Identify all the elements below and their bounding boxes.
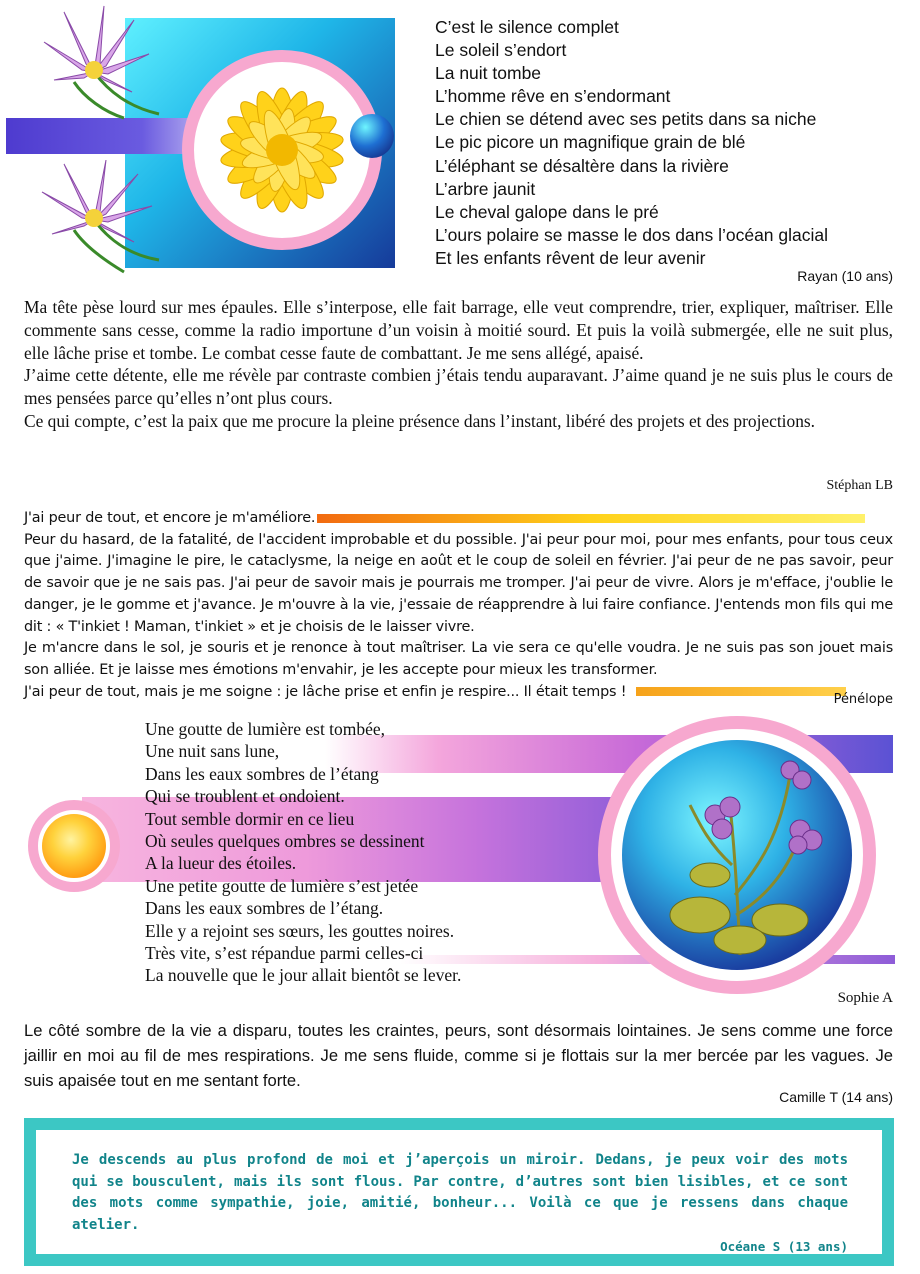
orange-sun [42,814,106,878]
poem-line: Où seules quelques ombres se dessinent [145,831,425,852]
lotus-flower-icon [34,2,164,120]
poem-sophie [145,718,585,987]
poem-line: Une nuit sans lune, [145,741,280,762]
author-sophie: Sophie A [837,990,893,1006]
text-penelope [24,508,893,703]
poem-line: La nouvelle que le jour allait bientôt se lever. [145,965,462,986]
poem-line: A la lueur des étoiles. [145,853,297,874]
poem-line: Dans les eaux sombres de l’étang. [145,898,384,919]
author-rayan: Rayan (10 ans) [797,268,893,284]
poem-line: L’ours polaire se masse le dos dans l’océan glacial [435,224,829,245]
author-camille: Camille T (14 ans) [779,1089,893,1105]
last-line: J'ai peur de tout, mais je me soigne : je lâche prise et enfin je respire... Il était temps ! [24,683,627,700]
first-line: J'ai peur de tout, et encore je m'améliore. [24,510,316,526]
poem-line: La nuit tombe [435,63,542,84]
poem-line: Elle y a rejoint ses sœurs, les gouttes noires. [145,920,455,941]
paragraph: Je descends au plus profond de moi et j’aperçois un miroir. Dedans, je peux voir des mots qui se bousculent, mais ils sont flous. Par contre, d’autres sont bien lisibles, et ce sont des mots comme sympathie, joie, amitié, bonheur... Voilà ce que je ressens dans chaque atelier. [72,1152,848,1233]
lotus-flower-icon [34,160,164,278]
paragraph: Je m'ancre dans le sol, je souris et je renonce à tout maîtriser. La vie sera ce qu'elle voudra. Je ne suis pas son jouet mais son alliée. Et je laisse mes émotions m'envahir, je les accepte pour mieux les transformer. [24,640,893,678]
poem-line: Le chien se détend avec ses petits dans sa niche [435,109,817,130]
poem-line: Dans les eaux sombres de l’étang [145,763,379,784]
paragraph: Ce qui compte, c’est la paix que me procure la pleine présence dans l’instant, libéré des projets et des projections. [24,410,816,431]
poem-line: Le pic picore un magnifique grain de blé [435,132,746,153]
poem-line: Très vite, s’est répandue parmi celles-ci [145,943,424,964]
text-camille: Le côté sombre de la vie a disparu, toutes les craintes, peurs, sont désormais lointaines. Je sens comme une force jaillir en moi au fil de mes respirations. Je me sens fluide, comme si je flottais sur la mer bercée par les vagues. Je suis apaisée tout en me sentant forte. [24,1021,893,1090]
text-oceane [72,1150,848,1258]
poem-line: Qui se troublent et ondoient. [145,786,345,807]
text-stephan [24,296,893,433]
poem-line: L’éléphant se désaltère dans la rivière [435,155,729,176]
author-penelope: Pénélope [833,692,893,707]
author-stephan: Stéphan LB [826,478,893,493]
poem-line: Tout semble dormir en ce lieu [145,808,355,829]
violet-flower-icon [640,745,840,965]
yellow-flower-icon [200,68,364,232]
poem-line: Une goutte de lumière est tombée, [145,719,386,739]
paragraph: Peur du hasard, de la fatalité, de l'accident improbable et du possible. J'ai peur pour moi, pour mes enfants, pour tous ceux que j'aime. J'imagine le pire, le cataclysme, la neige en août et le coup de soleil en février. J'ai peur de ne pas savoir, peur de savoir que je ne sais pas. J'ai peur de savoir mais je pourrais me tromper. J'ai peur de vivre. Alors je m'efface, j'oublie le danger, je le gomme et j'avance. Je m'ouvre à la vie, j'essaie de réapprendre à lui faire confiance. J'entends mon fils qui me dit : « T'inkiet ! Maman, t'inkiet » et je choisis de le laisser vivre. [24,531,893,635]
poem-rayan [435,16,905,270]
poem-line: L’homme rêve en s’endormant [435,86,671,107]
poem-line: C’est le silence complet [435,17,619,37]
poem-line: Le cheval galope dans le pré [435,201,659,222]
poem-line: L’arbre jaunit [435,178,536,199]
paragraph: Ma tête pèse lourd sur mes épaules. Elle s’interpose, elle fait barrage, elle veut comprendre, trier, expliquer, maîtriser. Elle commente sans cesse, comme la radio importune d’un voisin à moitié sourd. Et puis la voilà submergée, elle ne suit plus, elle lâche prise et tombe. Le combat cesse faute de combattant. Je me sens allégé, apaisé. [24,297,893,363]
paragraph: J’aime cette détente, elle me révèle par contraste combien j’étais tendu auparavant. J’aime quand je ne suis plus le cours de mes pensées parce qu’elles n’ont plus cours. [24,365,893,409]
poem-line: Et les enfants rêvent de leur avenir [435,247,706,268]
author-oceane: Océane S (13 ans) [720,1239,848,1254]
orange-gradient-bar [317,514,865,523]
blue-sphere [350,114,394,158]
poem-line: Le soleil s’endort [435,40,567,61]
poem-line: Une petite goutte de lumière s’est jetée [145,875,419,896]
